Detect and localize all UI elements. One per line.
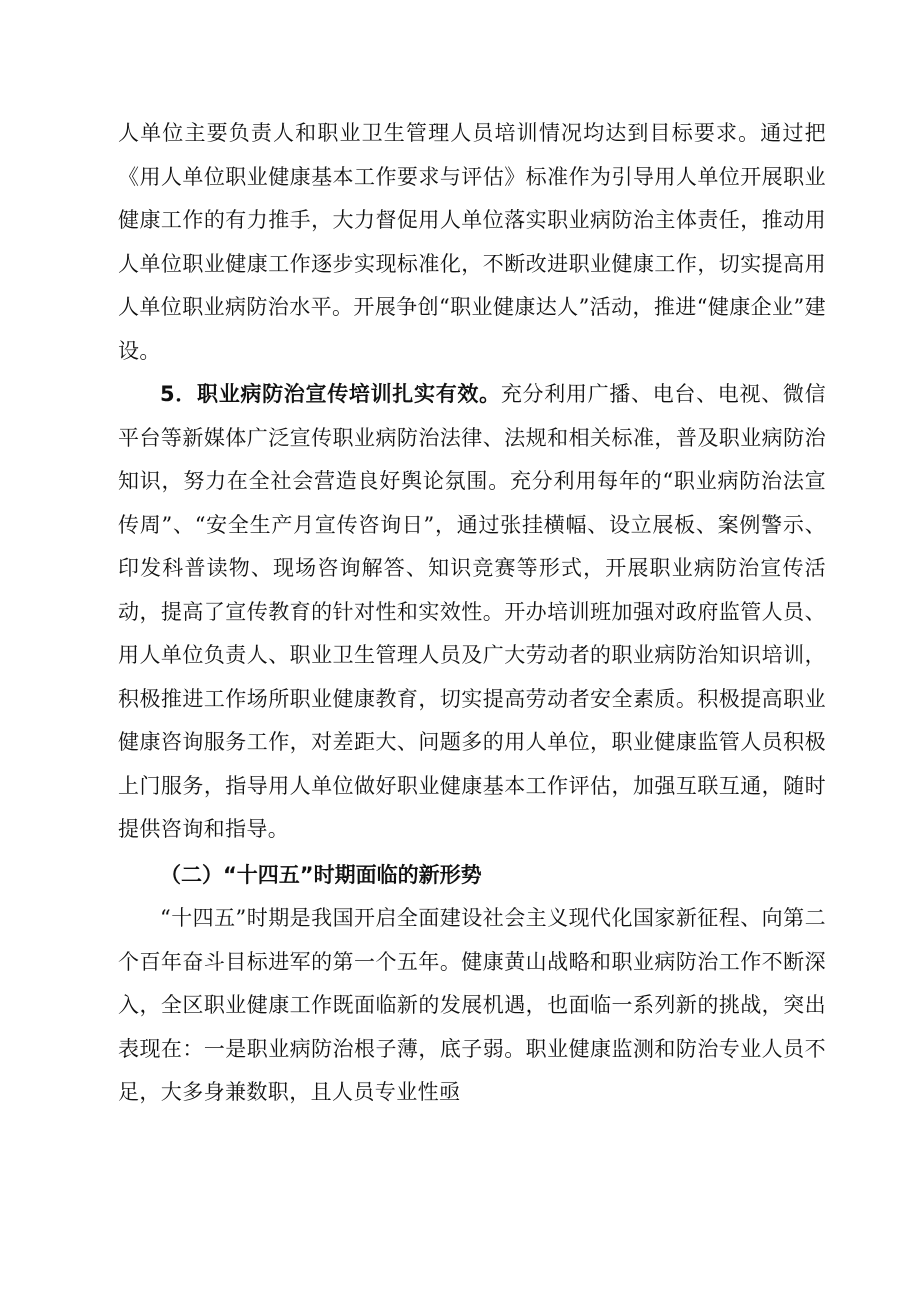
document-body xyxy=(118,112,826,1115)
paragraph-body: 充分利用广播、电台、电视、微信平台等新媒体广泛宣传职业病防治法律、法规和相关标准，普及职业病防治知识，努力在全社会营造良好舆论氛围。充分利用每年的“职业病防治法宣传周”、“安全生产月宣传咨询日”，通过张挂横幅、设立展板、案例警示、印发科普读物、现场咨询解答、知识竞赛等形式，开展职业病防治宣传活动，提高了宣传教育的针对性和实效性。开办培训班加强对政府监管人员、用人单位负责人、职业卫生管理人员及广大劳动者的职业病防治知识培训，积极推进工作场所职业健康教育，切实提高劳动者安全素质。积极提高职业健康咨询服务工作，对差距大、问题多的用人单位，职业健康监管人员积极上门服务，指导用人单位做好职业健康基本工作评估，加强互联互通，随时提供咨询和指导。 xyxy=(118,382,827,841)
paragraph-publicity-training xyxy=(118,373,826,852)
paragraph-new-situation: “十四五”时期是我国开启全面建设社会主义现代化国家新征程、向第二个百年奋斗目标进军的第一个五年。健康黄山战略和职业病防治工作不断深入，全区职业健康工作既面临新的发展机遇，也面临一系列新的挑战，突出表现在：一是职业病防治根子薄，底子弱。职业健康监测和防治专业人员不足，大多身兼数职，且人员专业性亟 xyxy=(118,906,826,1104)
paragraph-lead-heading: 5．职业病防治宣传培训扎实有效。 xyxy=(160,382,501,406)
section-heading: （二）“十四五”时期面临的新形势 xyxy=(160,862,482,887)
paragraph-continued: 人单位主要负责人和职业卫生管理人员培训情况均达到目标要求。通过把《用人单位职业健康基本工作要求与评估》标准作为引导用人单位开展职业健康工作的有力推手，大力督促用人单位落实职业病防治主体责任，推动用人单位职业健康工作逐步实现标准化，不断改进职业健康工作，切实提高用人单位职业病防治水平。开展争创“职业健康达人”活动，推进“健康企业”建设。 xyxy=(118,121,826,363)
